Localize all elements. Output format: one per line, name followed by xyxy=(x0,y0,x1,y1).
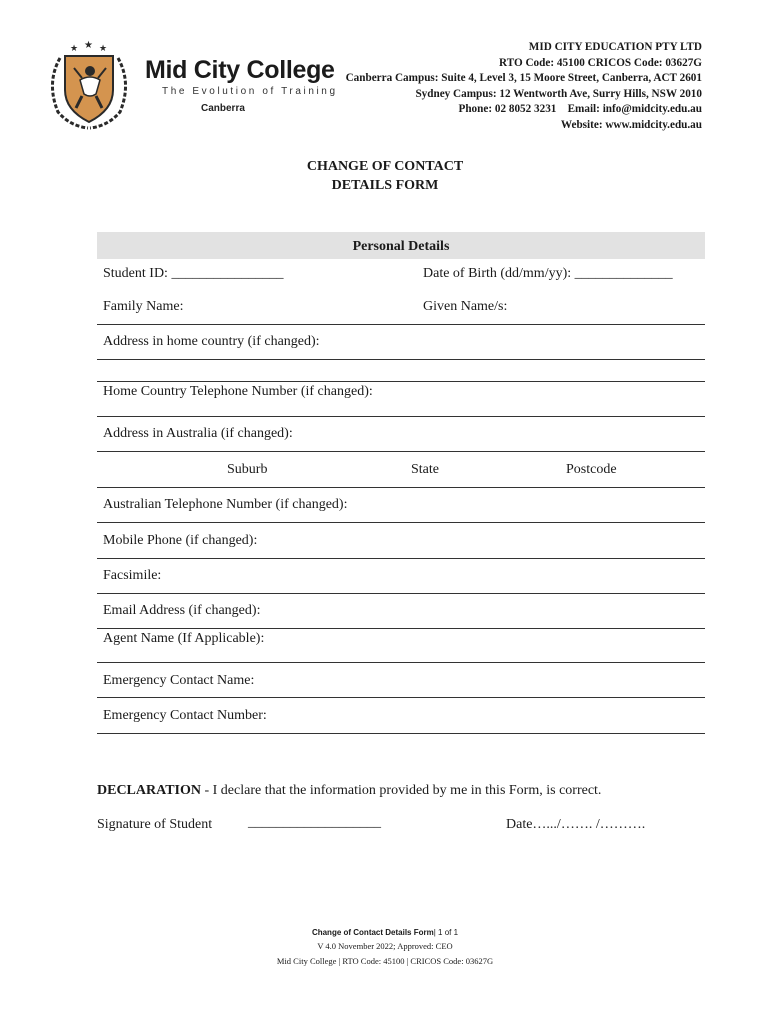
family-name-line[interactable] xyxy=(97,324,705,325)
date-of-birth-field[interactable]: Date of Birth (dd/mm/yy): ______________ xyxy=(423,266,673,281)
emergency-contact-number-label: Emergency Contact Number: xyxy=(103,708,267,723)
footer-form-name xyxy=(0,928,770,937)
agent-name-line[interactable] xyxy=(97,662,705,663)
sydney-campus-address: Sydney Campus: 12 Wentworth Ave, Surry Hills, NSW 2010 xyxy=(415,87,702,100)
postcode-label: Postcode xyxy=(566,462,617,477)
organisation-details xyxy=(346,40,702,133)
australian-phone-line[interactable] xyxy=(97,522,705,523)
mobile-phone-line[interactable] xyxy=(97,558,705,559)
emergency-contact-name-line[interactable] xyxy=(97,697,705,698)
college-logo xyxy=(44,38,134,130)
home-phone-line[interactable] xyxy=(97,416,705,417)
form-title-line1: CHANGE OF CONTACT xyxy=(306,159,464,174)
suburb-label: Suburb xyxy=(227,462,268,477)
email-line[interactable] xyxy=(97,628,705,629)
email-label: Email Address (if changed): xyxy=(103,603,261,618)
logo-tagline: The Evolution of Training xyxy=(162,86,338,97)
emergency-contact-number-line[interactable] xyxy=(97,733,705,734)
facsimile-label: Facsimile: xyxy=(103,568,162,583)
registration-codes: RTO Code: 45100 CRICOS Code: 03627G xyxy=(499,56,702,69)
website: Website: www.midcity.edu.au xyxy=(560,118,702,131)
form-title xyxy=(0,157,770,195)
home-address-label: Address in home country (if changed): xyxy=(103,334,320,349)
canberra-campus-address: Canberra Campus: Suite 4, Level 3, 15 Moore Street, Canberra, ACT 2601 xyxy=(345,72,702,84)
australian-address-line[interactable] xyxy=(97,451,705,452)
date-field[interactable]: Date….../……. /………. xyxy=(506,817,646,832)
logo-college-name: Mid City College xyxy=(145,56,335,84)
home-phone-label: Home Country Telephone Number (if changed): xyxy=(103,384,373,399)
student-id-field[interactable]: Student ID: ________________ xyxy=(103,266,284,281)
home-address-line-1[interactable] xyxy=(97,359,705,360)
footer-version: V 4.0 November 2022; Approved: CEO xyxy=(317,941,453,951)
state-label: State xyxy=(411,462,439,477)
college-crest-icon xyxy=(44,38,134,130)
footer-page-number: | 1 of 1 xyxy=(433,928,459,937)
svg-text:★: ★ xyxy=(99,43,108,53)
emergency-contact-name-label: Emergency Contact Name: xyxy=(103,673,255,688)
form-title-line2: DETAILS FORM xyxy=(331,178,439,193)
australian-address-label: Address in Australia (if changed): xyxy=(103,426,293,441)
signature-line[interactable]: ___________________ xyxy=(248,815,381,830)
declaration xyxy=(97,783,601,799)
svg-text:★: ★ xyxy=(84,40,93,51)
family-name-label: Family Name: xyxy=(103,299,184,314)
australian-phone-label: Australian Telephone Number (if changed): xyxy=(103,497,348,512)
personal-details-heading: Personal Details xyxy=(97,232,705,259)
suburb-state-postcode-line[interactable] xyxy=(97,487,705,488)
contact-phone-email: Phone: 02 8052 3231 Email: info@midcity.edu.au xyxy=(458,103,702,115)
declaration-text: - I declare that the information provided by me in this Form, is correct. xyxy=(200,783,602,798)
declaration-label: DECLARATION xyxy=(97,783,201,798)
logo-campus: Canberra xyxy=(201,103,245,114)
footer-form-title: Change of Contact Details Form xyxy=(311,928,434,937)
home-address-line-2[interactable] xyxy=(97,381,705,382)
svg-text:★: ★ xyxy=(70,43,79,53)
mobile-phone-label: Mobile Phone (if changed): xyxy=(103,533,258,548)
agent-name-label: Agent Name (If Applicable): xyxy=(103,631,265,646)
signature-label: Signature of Student xyxy=(97,817,213,832)
facsimile-line[interactable] xyxy=(97,593,705,594)
footer-org-line: Mid City College | RTO Code: 45100 | CRICOS Code: 03627G xyxy=(276,956,494,966)
company-name: MID CITY EDUCATION PTY LTD xyxy=(528,41,702,53)
given-names-label: Given Name/s: xyxy=(423,299,508,314)
